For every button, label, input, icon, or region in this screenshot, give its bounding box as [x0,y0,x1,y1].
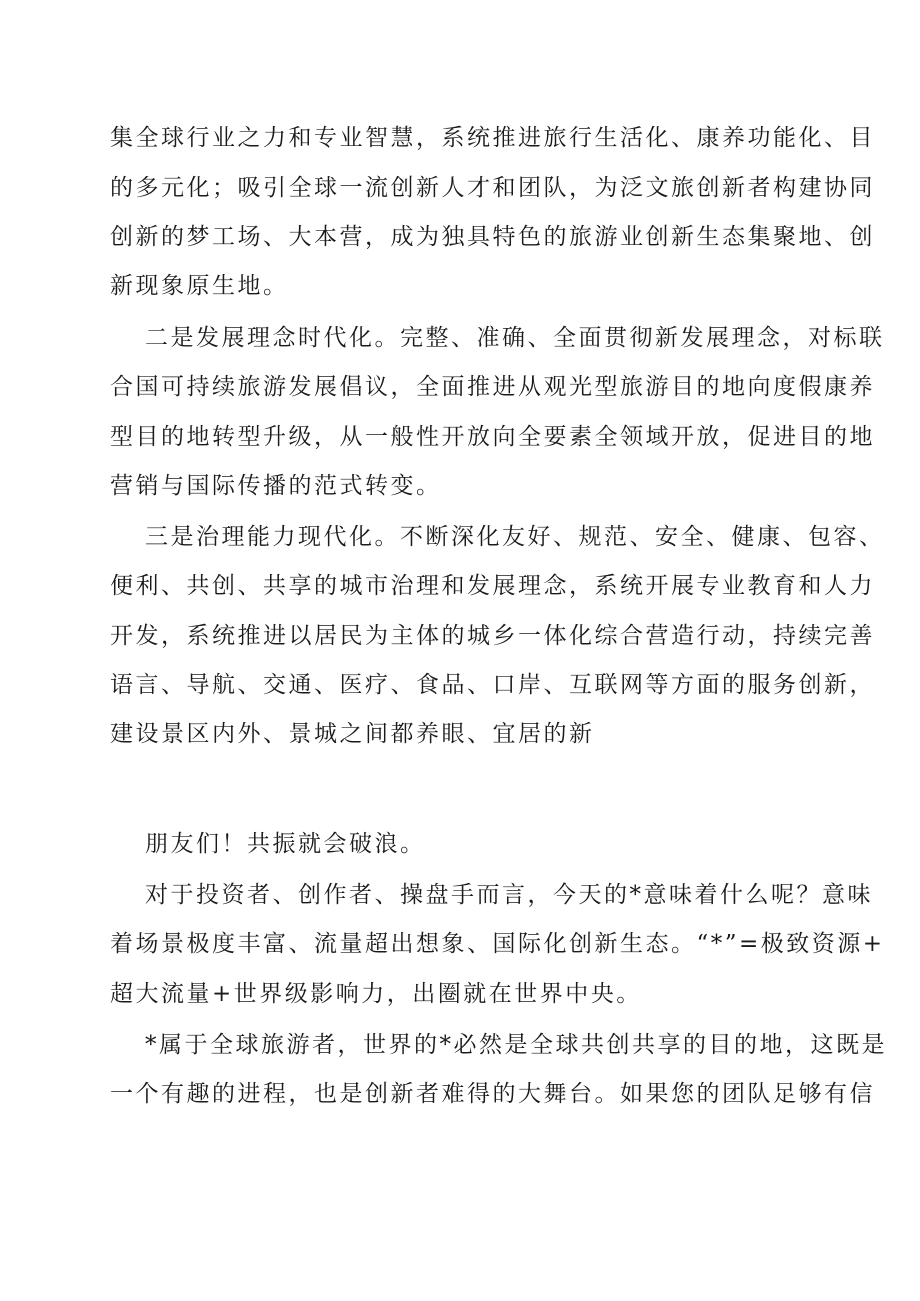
paragraph-3-line-2: 便利、共创、共享的城市治理和发展理念，系统开展专业教育和人力 [110,573,875,599]
paragraph-6-line-1: *属于全球旅游者，世界的*必然是全球共创共享的目的地，这既是 [145,1032,887,1058]
paragraph-2-line-1: 二是发展理念时代化。完整、准确、全面贯彻新发展理念，对标联 [145,325,885,351]
paragraph-2-line-4: 营销与国际传播的范式转变。 [110,473,442,499]
paragraph-5-line-2: 着场景极度丰富、流量超出想象、国际化创新生态。“*”=极致资源+ [110,931,885,957]
paragraph-6-line-2: 一个有趣的进程，也是创新者难得的大舞台。如果您的团队足够有信 [110,1081,875,1107]
paragraph-1-line-1: 集全球行业之力和专业智慧，系统推进旅行生活化、康养功能化、目 [110,125,875,151]
paragraph-2-line-3: 型目的地转型升级，从一般性开放向全要素全领域开放，促进目的地 [110,424,875,450]
paragraph-4-line-1: 朋友们！共振就会破浪。 [145,831,426,857]
paragraph-5-line-3: 超大流量+世界级影响力，出圈就在世界中央。 [110,981,642,1007]
paragraph-1-line-4: 新现象原生地。 [110,273,289,299]
paragraph-1-line-3: 创新的梦工场、大本营，成为独具特色的旅游业创新生态集聚地、创 [110,224,875,250]
paragraph-1-line-2: 的多元化；吸引全球一流创新人才和团队，为泛文旅创新者构建协同 [110,175,875,201]
paragraph-2-line-2: 合国可持续旅游发展倡议，全面推进从观光型旅游目的地向度假康养 [110,374,875,400]
paragraph-5-line-1: 对于投资者、创作者、操盘手而言，今天的*意味着什么呢？意味 [145,882,873,908]
paragraph-3-line-3: 开发，系统推进以居民为主体的城乡一体化综合营造行动，持续完善 [110,623,875,649]
paragraph-3-line-4: 语言、导航、交通、医疗、食品、口岸、互联网等方面的服务创新， [110,672,875,698]
paragraph-3-line-1: 三是治理能力现代化。不断深化友好、规范、安全、健康、包容、 [145,524,885,550]
paragraph-3-line-5: 建设景区内外、景城之间都养眼、宜居的新 [110,721,595,747]
